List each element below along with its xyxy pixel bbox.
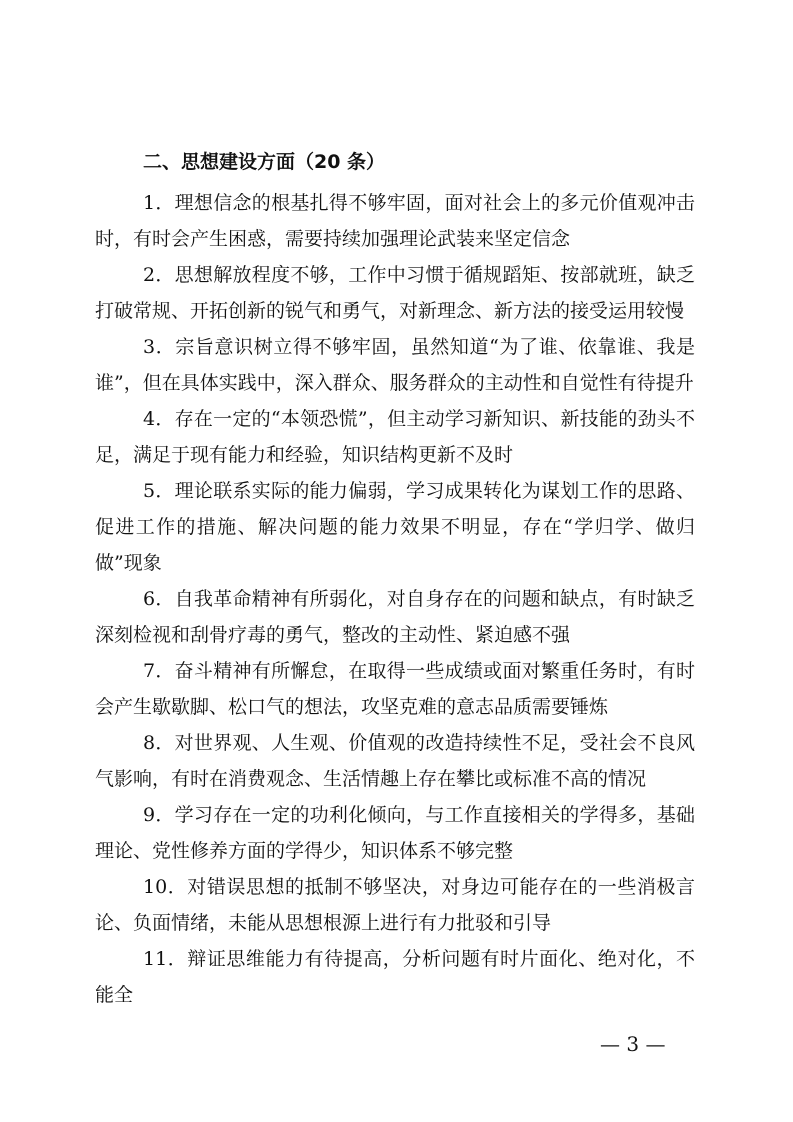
list-item: 11．辩证思维能力有待提高，分析问题有时片面化、绝对化，不能全: [95, 948, 695, 1006]
list-item: 3．宗旨意识树立得不够牢固，虽然知道“为了谁、依靠谁、我是谁”，但在具体实践中，深入群众、服务群众的主动性和自觉性有待提升: [95, 336, 695, 394]
list-item: 4．存在一定的“本领恐慌”，但主动学习新知识、新技能的劲头不足，满足于现有能力和经验，知识结构更新不及时: [95, 408, 695, 466]
page-number: — 3 —: [600, 1032, 666, 1056]
list-item: 9．学习存在一定的功利化倾向，与工作直接相关的学得多，基础理论、党性修养方面的学得少，知识体系不够完整: [95, 804, 695, 862]
item-list: [95, 185, 695, 1013]
section-heading: 二、思想建设方面（20 条）: [143, 151, 386, 173]
list-item: 6．自我革命精神有所弱化，对自身存在的问题和缺点，有时缺乏深刻检视和刮骨疗毒的勇气，整改的主动性、紧迫感不强: [95, 588, 695, 646]
list-item: 10．对错误思想的抵制不够坚决，对身边可能存在的一些消极言论、负面情绪，未能从思想根源上进行有力批驳和引导: [95, 876, 695, 934]
list-item: 1．理想信念的根基扎得不够牢固，面对社会上的多元价值观冲击时，有时会产生困惑，需要持续加强理论武装来坚定信念: [95, 192, 695, 250]
list-item: 2．思想解放程度不够，工作中习惯于循规蹈矩、按部就班，缺乏打破常规、开拓创新的锐气和勇气，对新理念、新方法的接受运用较慢: [95, 264, 695, 322]
list-item: 5．理论联系实际的能力偏弱，学习成果转化为谋划工作的思路、促进工作的措施、解决问题的能力效果不明显，存在“学归学、做归做”现象: [95, 480, 695, 574]
list-item: 8．对世界观、人生观、价值观的改造持续性不足，受社会不良风气影响，有时在消费观念、生活情趣上存在攀比或标准不高的情况: [95, 732, 695, 790]
list-item: 7．奋斗精神有所懈怠，在取得一些成绩或面对繁重任务时，有时会产生歇歇脚、松口气的想法，攻坚克难的意志品质需要锤炼: [95, 660, 695, 718]
